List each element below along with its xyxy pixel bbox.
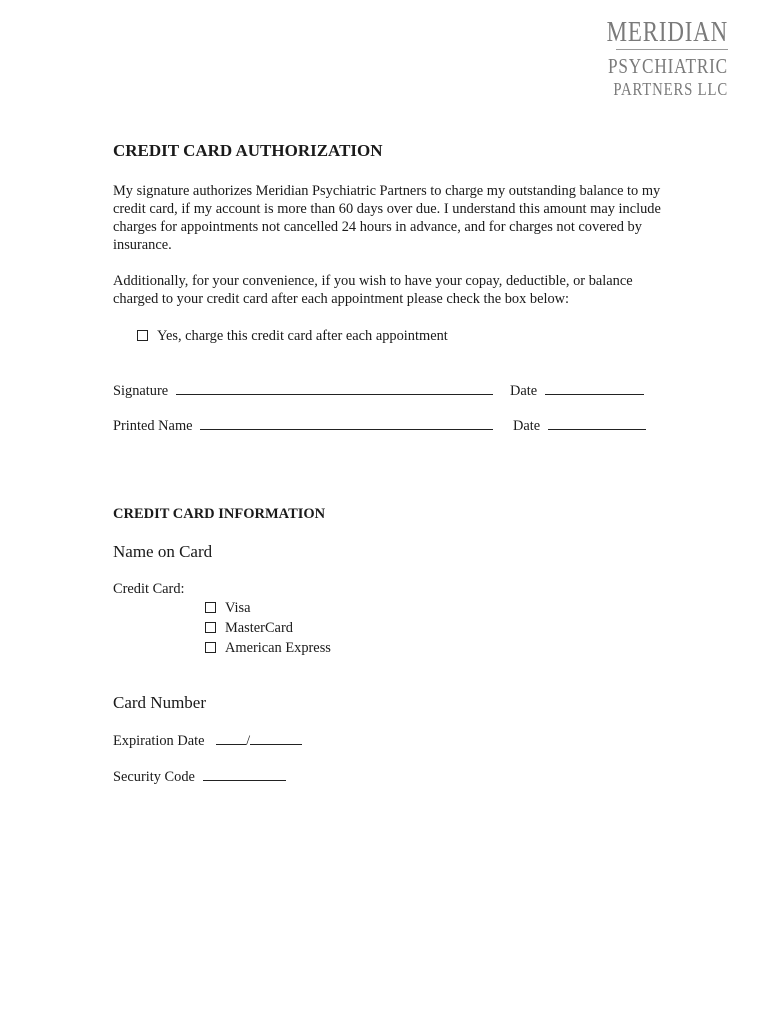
signature-label: Signature (113, 383, 169, 399)
card-type-mastercard-option[interactable] (205, 619, 293, 637)
expiration-row (113, 731, 302, 750)
expiration-separator: / (246, 733, 251, 749)
logo-divider (616, 49, 728, 50)
security-code-field[interactable] (203, 767, 286, 781)
amex-checkbox[interactable] (205, 642, 216, 653)
signature-field[interactable] (176, 381, 493, 395)
visa-label: Visa (225, 600, 251, 616)
printed-name-row (113, 416, 493, 435)
charge-each-appointment-label: Yes, charge this credit card after each appointment (157, 328, 448, 344)
printed-name-date-row (513, 416, 646, 435)
charge-each-appointment-checkbox[interactable] (137, 330, 148, 341)
expiration-label: Expiration Date (113, 733, 205, 749)
card-type-visa-option[interactable] (205, 599, 251, 617)
signature-date-label: Date (510, 383, 538, 399)
expiration-month-field[interactable] (216, 731, 246, 745)
logo-line-2: PSYCHIATRIC (607, 54, 728, 78)
name-on-card-label: Name on Card (113, 542, 213, 561)
charge-each-appointment-option[interactable] (137, 327, 448, 345)
company-logo (580, 18, 728, 100)
signature-date-row (510, 381, 644, 400)
authorization-paragraph: My signature authorizes Meridian Psychiatric Partners to charge my outstanding balance to my credit card, if my account is more than 60 days over due. I understand this amount may include charges for appointments not cancelled 24 hours in advance, and for charges not covered by insurance. (113, 183, 661, 253)
printed-name-date-field[interactable] (548, 416, 646, 430)
security-code-label: Security Code (113, 769, 195, 785)
mastercard-checkbox[interactable] (205, 622, 216, 633)
printed-name-date-label: Date (513, 418, 541, 434)
card-type-amex-option[interactable] (205, 639, 331, 657)
security-code-row (113, 767, 286, 786)
mastercard-label: MasterCard (225, 620, 293, 636)
printed-name-label: Printed Name (113, 418, 193, 434)
card-info-title: CREDIT CARD INFORMATION (113, 506, 326, 522)
signature-row (113, 381, 493, 400)
expiration-year-field[interactable] (250, 731, 302, 745)
signature-date-field[interactable] (545, 381, 644, 395)
logo-line-3: PARTNERS LLC (613, 79, 728, 99)
printed-name-field[interactable] (200, 416, 493, 430)
authorization-title: CREDIT CARD AUTHORIZATION (113, 141, 383, 160)
credit-card-label: Credit Card: (113, 581, 185, 597)
amex-label: American Express (225, 640, 331, 656)
visa-checkbox[interactable] (205, 602, 216, 613)
logo-line-1: MERIDIAN (606, 17, 728, 48)
card-number-label: Card Number (113, 693, 207, 712)
convenience-paragraph: Additionally, for your convenience, if you wish to have your copay, deductible, or balance charged to your credit card after each appointment please check the box below: (113, 273, 633, 307)
